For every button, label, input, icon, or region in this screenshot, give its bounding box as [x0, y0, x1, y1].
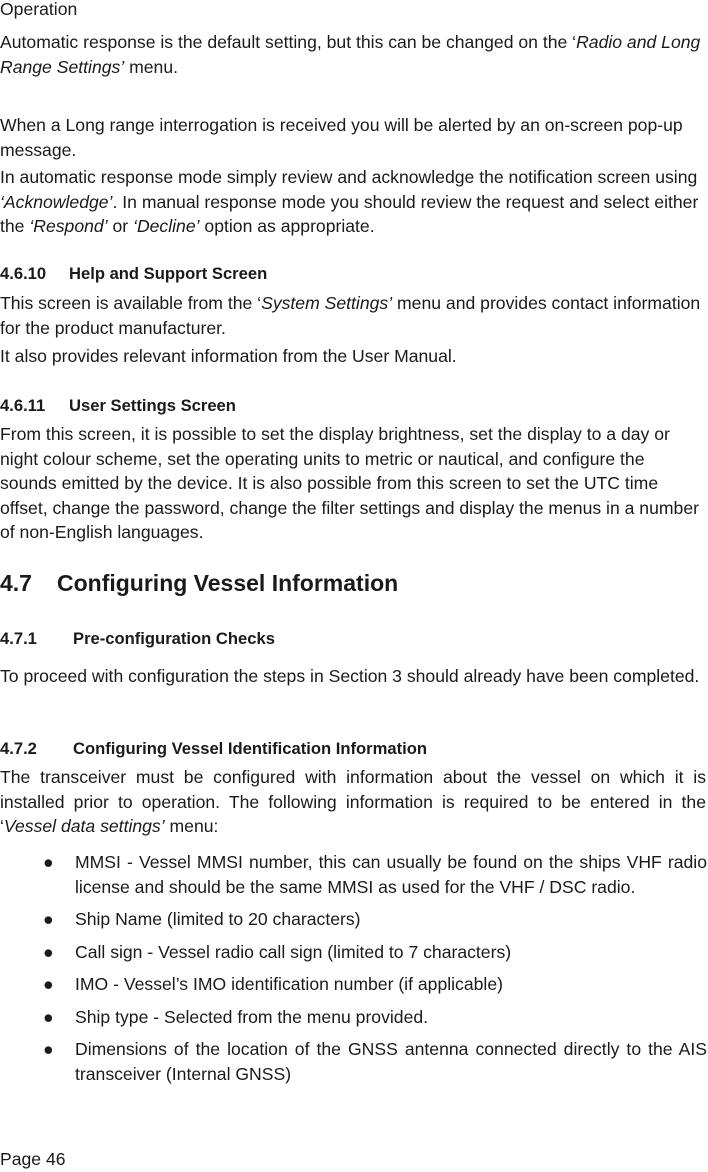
section-title: User Settings Screen	[69, 396, 236, 415]
radio-settings-menu-ref: Radio and Long Range Settings’	[0, 32, 701, 77]
section-number: 4.7.2	[0, 739, 37, 758]
acknowledge-option-ref: ‘Acknowledge’	[0, 191, 113, 212]
section-heading-4-7	[0, 571, 708, 596]
pre-config-paragraph: To proceed with configuration the steps in Section 3 should already have been completed.	[0, 666, 700, 686]
vessel-data-settings-menu-ref: Vessel data settings’	[3, 816, 165, 836]
bullet-icon: ●	[43, 974, 54, 994]
page-number: Page 46	[0, 1149, 66, 1169]
list-item: ● Ship type - Selected from the menu provided.	[0, 1005, 707, 1030]
vessel-info-list	[0, 850, 707, 1086]
list-item: ● MMSI - Vessel MMSI number, this can usually be found on the ships VHF radio license and should be the same MMSI as used for the VHF / DSC radio.	[43, 852, 707, 897]
intro-paragraph-1: Automatic response is the default setting, but this can be changed on the ‘Radio and Long Range Settings’ menu.	[0, 32, 701, 77]
running-header: Operation	[0, 0, 78, 19]
section-heading-4-6-10	[0, 262, 708, 287]
bullet-icon: ●	[43, 852, 54, 872]
intro-paragraph-2: When a Long range interrogation is received you will be alerted by an on-screen pop-up message.	[0, 115, 683, 160]
intro-paragraph-3: In automatic response mode simply review and acknowledge the notification screen using ‘Acknowledge’. In manual response mode you should review the request and select either the ‘Respond’ or ‘Decline’ option as appropriate.	[0, 167, 699, 236]
section-title: Pre-configuration Checks	[73, 629, 275, 648]
section-heading-4-7-1	[0, 627, 708, 652]
list-item: ● Dimensions of the location of the GNSS antenna connected directly to the AIS transceiver (Internal GNSS)	[43, 1039, 707, 1084]
list-item: ● IMO - Vessel’s IMO identification number (if applicable)	[0, 972, 707, 997]
help-support-paragraph-1: This screen is available from the ‘System Settings’ menu and provides contact information for the product manufacturer.	[0, 293, 701, 338]
section-heading-4-6-11	[0, 394, 708, 419]
list-item: ● Ship Name (limited to 20 characters)	[0, 907, 707, 932]
bullet-icon: ●	[43, 909, 54, 929]
user-settings-paragraph: From this screen, it is possible to set the display brightness, set the display to a day or night colour scheme, set the operating units to metric or nautical, and configure the sounds emitted by the device. It is also possible from this screen to set the UTC time offset, change the password, change the filter settings and display the menus in a number of non-English languages.	[0, 424, 699, 542]
section-number: 4.7	[0, 570, 32, 596]
section-title: Configuring Vessel Identification Information	[73, 739, 428, 758]
bullet-icon: ●	[43, 1039, 54, 1059]
help-support-paragraph-2: It also provides relevant information from the User Manual.	[0, 346, 457, 366]
bullet-icon: ●	[43, 1006, 54, 1027]
decline-option-ref: ‘Decline’	[133, 216, 200, 236]
section-title: Configuring Vessel Information	[57, 570, 399, 596]
section-number: 4.7.1	[0, 629, 37, 648]
respond-option-ref: ‘Respond’	[29, 216, 108, 236]
system-settings-menu-ref: System Settings’	[261, 293, 393, 313]
section-heading-4-7-2	[0, 737, 708, 762]
section-number: 4.6.10	[0, 264, 47, 283]
section-number: 4.6.11	[0, 396, 46, 415]
section-title: Help and Support Screen	[69, 264, 268, 283]
bullet-icon: ●	[43, 941, 54, 962]
vessel-id-paragraph: The transceiver must be configured with information about the vessel on which it is installed prior to operation. The following information is required to be entered in the ‘Vessel data settings’ menu:	[0, 767, 706, 836]
list-item: ● Call sign - Vessel radio call sign (limited to 7 characters)	[0, 940, 707, 965]
